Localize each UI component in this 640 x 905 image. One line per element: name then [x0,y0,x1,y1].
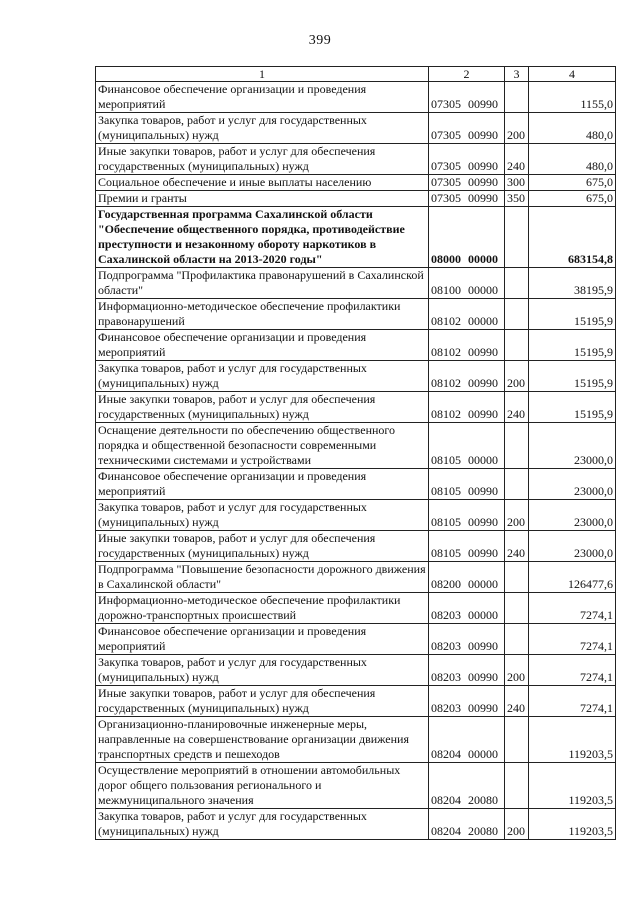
row-type-cell [505,469,529,500]
row-amount-cell: 480,0 [529,144,616,175]
header-col-1: 1 [96,67,429,82]
table-row [96,500,616,531]
row-name-cell: Осуществление мероприятий в отношении автомобильных дорог общего пользования регионального и межмуниципального значения [96,763,429,809]
row-name-cell: Иные закупки товаров, работ и услуг для обеспечения государственных (муниципальных) нужд [96,531,429,562]
row-amount-cell: 38195,9 [529,268,616,299]
row-code-cell: 08000 00000 [429,207,505,268]
row-name-cell: Подпрограмма "Профилактика правонарушений в Сахалинской области" [96,268,429,299]
row-amount-cell: 15195,9 [529,330,616,361]
table-row [96,207,616,268]
row-amount-cell: 675,0 [529,191,616,207]
table-row [96,113,616,144]
row-code-cell: 08203 00990 [429,655,505,686]
row-code-cell: 08203 00000 [429,593,505,624]
row-code-cell: 08102 00990 [429,330,505,361]
row-amount-cell: 1155,0 [529,82,616,113]
row-name-cell: Оснащение деятельности по обеспечению общественного порядка и общественной безопасности современными техническими системами и устройствами [96,423,429,469]
row-amount-cell: 7274,1 [529,655,616,686]
row-name-cell: Финансовое обеспечение организации и проведения мероприятий [96,624,429,655]
row-type-cell: 300 [505,175,529,191]
row-amount-cell: 480,0 [529,113,616,144]
table-row [96,423,616,469]
row-type-cell [505,268,529,299]
row-type-cell: 240 [505,392,529,423]
table-row [96,531,616,562]
row-type-cell [505,763,529,809]
table-row [96,593,616,624]
row-name-cell: Финансовое обеспечение организации и проведения мероприятий [96,82,429,113]
row-code-cell: 07305 00990 [429,191,505,207]
row-amount-cell: 7274,1 [529,624,616,655]
row-name-cell: Премии и гранты [96,191,429,207]
row-type-cell: 350 [505,191,529,207]
row-type-cell: 240 [505,686,529,717]
row-code-cell: 08105 00990 [429,500,505,531]
row-type-cell: 200 [505,361,529,392]
table-row [96,191,616,207]
row-type-cell [505,593,529,624]
row-type-cell [505,330,529,361]
row-code-cell: 07305 00990 [429,175,505,191]
table-body [96,82,616,840]
row-name-cell: Информационно-методическое обеспечение профилактики дорожно-транспортных происшествий [96,593,429,624]
row-amount-cell: 15195,9 [529,392,616,423]
row-code-cell: 07305 00990 [429,82,505,113]
table-row [96,763,616,809]
row-type-cell [505,82,529,113]
table-row [96,686,616,717]
row-name-cell: Закупка товаров, работ и услуг для государственных (муниципальных) нужд [96,361,429,392]
table-row [96,144,616,175]
table-row [96,361,616,392]
table-row [96,624,616,655]
row-amount-cell: 7274,1 [529,686,616,717]
row-name-cell: Иные закупки товаров, работ и услуг для обеспечения государственных (муниципальных) нужд [96,686,429,717]
row-type-cell [505,624,529,655]
table-row [96,562,616,593]
header-col-4: 4 [529,67,616,82]
budget-table [95,66,616,840]
row-amount-cell: 675,0 [529,175,616,191]
row-type-cell [505,717,529,763]
row-name-cell: Закупка товаров, работ и услуг для государственных (муниципальных) нужд [96,113,429,144]
table-row [96,175,616,191]
row-name-cell: Организационно-планировочные инженерные меры, направленные на совершенствование организации движения транспортных средств и пешеходов [96,717,429,763]
row-code-cell: 08105 00000 [429,423,505,469]
row-name-cell: Информационно-методическое обеспечение профилактики правонарушений [96,299,429,330]
row-amount-cell: 683154,8 [529,207,616,268]
row-type-cell: 240 [505,531,529,562]
row-name-cell: Государственная программа Сахалинской области "Обеспечение общественного порядка, противодействие преступности и незаконному обороту наркотиков в Сахалинской области на 2013-2020 годы" [96,207,429,268]
row-type-cell [505,562,529,593]
row-amount-cell: 23000,0 [529,500,616,531]
table-row [96,330,616,361]
row-type-cell [505,299,529,330]
table-row [96,469,616,500]
page-number: 399 [308,33,332,48]
row-code-cell: 08105 00990 [429,469,505,500]
row-name-cell: Закупка товаров, работ и услуг для государственных (муниципальных) нужд [96,500,429,531]
row-name-cell: Подпрограмма "Повышение безопасности дорожного движения в Сахалинской области" [96,562,429,593]
table-row [96,809,616,840]
row-name-cell: Закупка товаров, работ и услуг для государственных (муниципальных) нужд [96,655,429,686]
table-row [96,655,616,686]
row-code-cell: 08102 00990 [429,392,505,423]
row-code-cell: 08100 00000 [429,268,505,299]
row-name-cell: Социальное обеспечение и иные выплаты населению [96,175,429,191]
table-row [96,299,616,330]
row-amount-cell: 126477,6 [529,562,616,593]
table-row [96,717,616,763]
row-type-cell: 200 [505,809,529,840]
row-type-cell: 200 [505,113,529,144]
row-name-cell: Иные закупки товаров, работ и услуг для обеспечения государственных (муниципальных) нужд [96,144,429,175]
row-name-cell: Финансовое обеспечение организации и проведения мероприятий [96,469,429,500]
row-amount-cell: 119203,5 [529,763,616,809]
row-amount-cell: 15195,9 [529,361,616,392]
row-amount-cell: 119203,5 [529,717,616,763]
row-amount-cell: 23000,0 [529,469,616,500]
row-code-cell: 07305 00990 [429,113,505,144]
row-amount-cell: 23000,0 [529,531,616,562]
row-type-cell: 200 [505,655,529,686]
row-code-cell: 08204 20080 [429,809,505,840]
table-row [96,268,616,299]
row-amount-cell: 15195,9 [529,299,616,330]
row-code-cell: 08200 00000 [429,562,505,593]
row-type-cell [505,207,529,268]
row-name-cell: Иные закупки товаров, работ и услуг для обеспечения государственных (муниципальных) нужд [96,392,429,423]
row-code-cell: 08105 00990 [429,531,505,562]
row-code-cell: 07305 00990 [429,144,505,175]
table-header-row [96,67,616,82]
row-type-cell: 240 [505,144,529,175]
row-code-cell: 08102 00990 [429,361,505,392]
row-name-cell: Закупка товаров, работ и услуг для государственных (муниципальных) нужд [96,809,429,840]
header-col-3: 3 [505,67,529,82]
row-type-cell: 200 [505,500,529,531]
row-name-cell: Финансовое обеспечение организации и проведения мероприятий [96,330,429,361]
header-col-2: 2 [429,67,505,82]
row-amount-cell: 23000,0 [529,423,616,469]
table-row [96,82,616,113]
row-amount-cell: 119203,5 [529,809,616,840]
row-amount-cell: 7274,1 [529,593,616,624]
row-code-cell: 08204 20080 [429,763,505,809]
row-code-cell: 08102 00000 [429,299,505,330]
row-code-cell: 08203 00990 [429,686,505,717]
table-row [96,392,616,423]
row-type-cell [505,423,529,469]
row-code-cell: 08203 00990 [429,624,505,655]
row-code-cell: 08204 00000 [429,717,505,763]
